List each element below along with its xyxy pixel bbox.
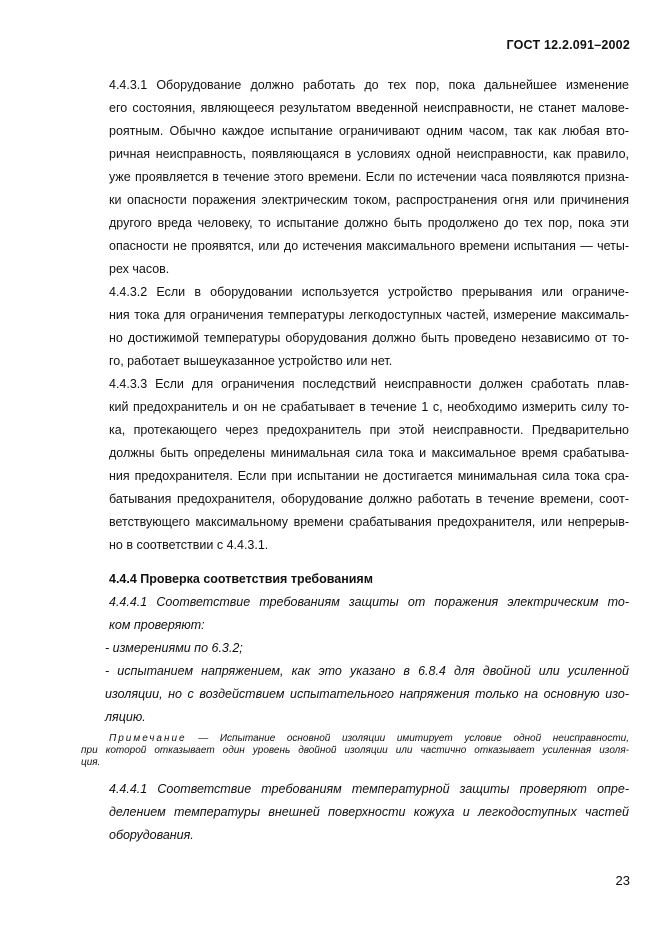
- text-line: го, работает вышеуказанное устройство или нет.: [109, 354, 393, 368]
- text-line: делением температуры внешней поверхности кожуха и легкодоступных частей: [109, 805, 629, 819]
- text-line: оборудования.: [109, 828, 194, 842]
- text-line: ветствующего максимальному времени срабатывания предохранителя, или непрерыв-: [109, 515, 629, 529]
- text-line: роятным. Обычно каждое испытание ограничивают одним часом, так как любая вто-: [109, 124, 629, 138]
- paragraph-4-4-4-1: [81, 591, 629, 637]
- text-line: другого вреда человеку, то испытание должно быть продолжено до тех пор, пока эти: [109, 216, 629, 230]
- text-line: его состояния, являющееся результатом введенной неисправности, не станет малове-: [109, 101, 629, 115]
- note-line: при которой отказывает один уровень двойной изоляции или частично отказывает усиленная изоля-: [81, 745, 629, 756]
- page-number: 23: [615, 873, 630, 888]
- note-label: Примечание: [109, 733, 187, 744]
- text-line: ния тока для ограничения температуры легкодоступных частей, измерение максималь-: [109, 308, 629, 322]
- paragraph-4-4-4-1-temperature: [81, 778, 629, 847]
- note-line: ция.: [81, 757, 101, 768]
- text-line: батывания предохранителя, оборудование должно работать в течение времени, соот-: [109, 492, 629, 506]
- note-text: — Испытание основной изоляции имитирует условие одной неисправности,: [198, 733, 630, 744]
- text-line: 4.4.3.1 Оборудование должно работать до тех пор, пока дальнейшее изменение: [109, 78, 629, 92]
- text-line: уже проявляется в течение этого времени. Если по истечении часа появляются призна-: [109, 170, 629, 184]
- text-line: ки опасности поражения электрическим током, распространения огня или причинения: [109, 193, 629, 207]
- text-line: ляцию.: [105, 710, 146, 724]
- section-heading-4-4-4: 4.4.4 Проверка соответствия требованиям: [109, 572, 373, 586]
- paragraph-4-4-3-3: [81, 373, 629, 557]
- paragraph-4-4-3-2: [81, 281, 629, 373]
- note-line: [81, 733, 629, 745]
- list-item: [81, 660, 629, 729]
- document-code: ГОСТ 12.2.091–2002: [506, 38, 630, 52]
- body-text: [81, 74, 629, 847]
- text-line: ричная неисправность, появляющаяся в условиях одной неисправности, как правило,: [109, 147, 629, 161]
- text-line: 4.4.4.1 Соответствие требованиям защиты от поражения электрическим то-: [109, 595, 629, 609]
- list-item: - измерениями по 6.3.2;: [105, 641, 243, 655]
- text-line: должны быть определены минимальная сила тока и максимальное время срабатыва-: [109, 446, 629, 460]
- text-line: 4.4.4.1 Соответствие требованиям температурной защиты проверяют опре-: [109, 782, 629, 796]
- text-line: ком проверяют:: [109, 618, 205, 632]
- text-line: - испытанием напряжением, как это указано в 6.8.4 для двойной или усиленной: [105, 664, 629, 678]
- text-line: ка, протекающего через предохранитель при этой неисправности. Предварительно: [109, 423, 629, 437]
- text-line: изоляции, но с воздействием испытательного напряжения только на основную изо-: [105, 687, 629, 701]
- text-line: 4.4.3.3 Если для ограничения последствий неисправности должен сработать плав-: [109, 377, 629, 391]
- text-line: 4.4.3.2 Если в оборудовании используется устройство прерывания или ограниче-: [109, 285, 629, 299]
- note: [81, 733, 629, 769]
- text-line: опасности не проявятся, или до истечения максимального времени испытания — четы-: [109, 239, 629, 253]
- text-line: кий предохранитель и он не срабатывает в течение 1 с, необходимо измерить силу то-: [109, 400, 629, 414]
- text-line: но достижимой температуры оборудования должно быть проведено независимо от то-: [109, 331, 629, 345]
- text-line: ния предохранителя. Если при испытании не достигается минимальная сила тока сра-: [109, 469, 629, 483]
- paragraph-4-4-3-1: [81, 74, 629, 281]
- text-line: рех часов.: [109, 262, 170, 276]
- text-line: но в соответствии с 4.4.3.1.: [109, 538, 269, 552]
